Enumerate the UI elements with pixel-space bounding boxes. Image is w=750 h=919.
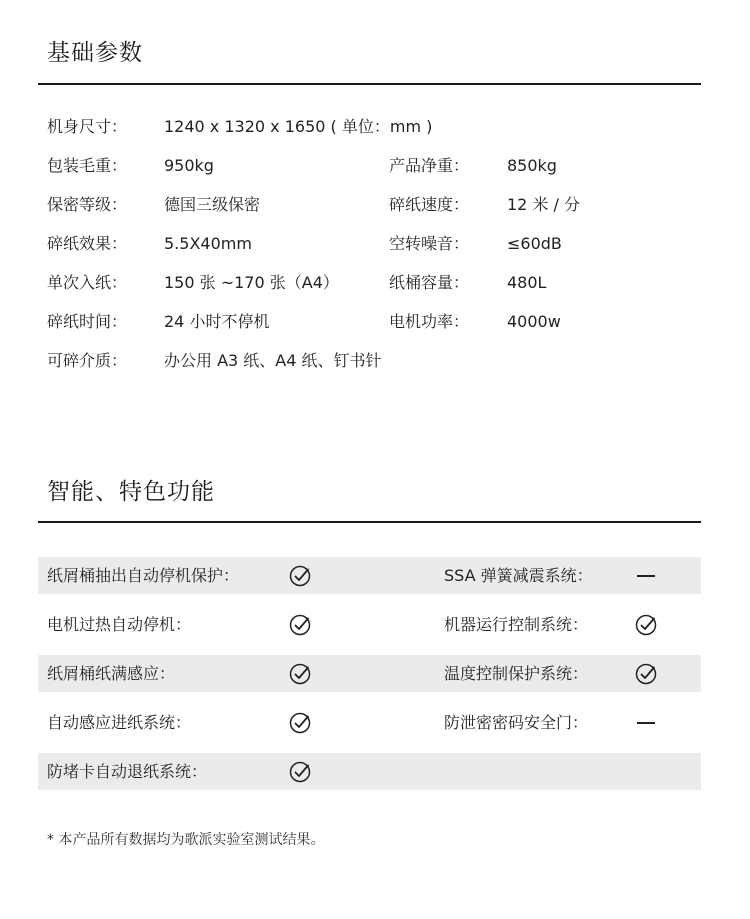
check-circle-icon	[289, 614, 311, 636]
check-circle-icon	[635, 614, 657, 636]
feature-label: 机器运行控制系统：	[444, 615, 589, 634]
spec-value: ≤60dB	[507, 234, 562, 253]
basic-params-title: 基础参数	[47, 40, 143, 66]
feature-label: SSA 弹簧减震系统：	[444, 566, 593, 585]
footnote: * 本产品所有数据均为歌派实验室测试结果。	[47, 832, 325, 848]
feature-label: 防堵卡自动退纸系统：	[47, 762, 208, 781]
features-divider	[38, 521, 701, 523]
feature-label: 纸屑桶纸满感应：	[47, 664, 176, 683]
dash-icon	[637, 575, 655, 577]
features-table	[38, 557, 701, 802]
spec-value: 5.5X40mm	[164, 234, 252, 253]
spec-label: 碎纸效果：	[47, 234, 128, 253]
spec-label: 可碎介质：	[47, 351, 128, 370]
spec-label: 保密等级：	[47, 195, 128, 214]
check-circle-icon	[289, 663, 311, 685]
spec-value: 150 张 ~170 张（A4）	[164, 273, 339, 292]
spec-value: 24 小时不停机	[164, 312, 270, 331]
feature-label: 防泄密密码安全门：	[444, 713, 589, 732]
feature-row	[38, 557, 701, 594]
spec-row	[0, 302, 750, 341]
spec-value: 950kg	[164, 156, 214, 175]
feature-row	[38, 606, 701, 643]
spec-value: 德国三级保密	[164, 195, 261, 214]
feature-label: 纸屑桶抽出自动停机保护：	[47, 566, 240, 585]
spec-value: 850kg	[507, 156, 557, 175]
features-title: 智能、特色功能	[47, 479, 215, 505]
feature-row	[38, 753, 701, 790]
check-circle-icon	[289, 712, 311, 734]
spec-row	[0, 146, 750, 185]
spec-label: 纸桶容量：	[389, 273, 470, 292]
spec-value: 480L	[507, 273, 547, 292]
spec-row	[0, 341, 750, 380]
spec-row	[0, 107, 750, 146]
check-circle-icon	[635, 663, 657, 685]
spec-value: 4000w	[507, 312, 561, 331]
spec-value: 1240 x 1320 x 1650 ( 单位：mm )	[164, 117, 433, 136]
feature-label: 自动感应进纸系统：	[47, 713, 192, 732]
feature-label: 电机过热自动停机：	[47, 615, 192, 634]
basic-params-divider	[38, 83, 701, 85]
spec-label: 空转噪音：	[389, 234, 470, 253]
spec-label: 机身尺寸：	[47, 117, 128, 136]
spec-label: 碎纸时间：	[47, 312, 128, 331]
feature-row	[38, 704, 701, 741]
spec-row	[0, 263, 750, 302]
basic-params-table	[0, 107, 750, 380]
spec-value: 办公用 A3 纸、A4 纸、钉书针	[164, 351, 382, 370]
dash-icon	[637, 722, 655, 724]
spec-label: 包装毛重：	[47, 156, 128, 175]
feature-label: 温度控制保护系统：	[444, 664, 589, 683]
spec-label: 单次入纸：	[47, 273, 128, 292]
spec-row	[0, 185, 750, 224]
check-circle-icon	[289, 565, 311, 587]
spec-value: 12 米 / 分	[507, 195, 581, 214]
spec-label: 碎纸速度：	[389, 195, 470, 214]
check-circle-icon	[289, 761, 311, 783]
feature-row	[38, 655, 701, 692]
spec-label: 产品净重：	[389, 156, 470, 175]
spec-label: 电机功率：	[389, 312, 470, 331]
spec-row	[0, 224, 750, 263]
